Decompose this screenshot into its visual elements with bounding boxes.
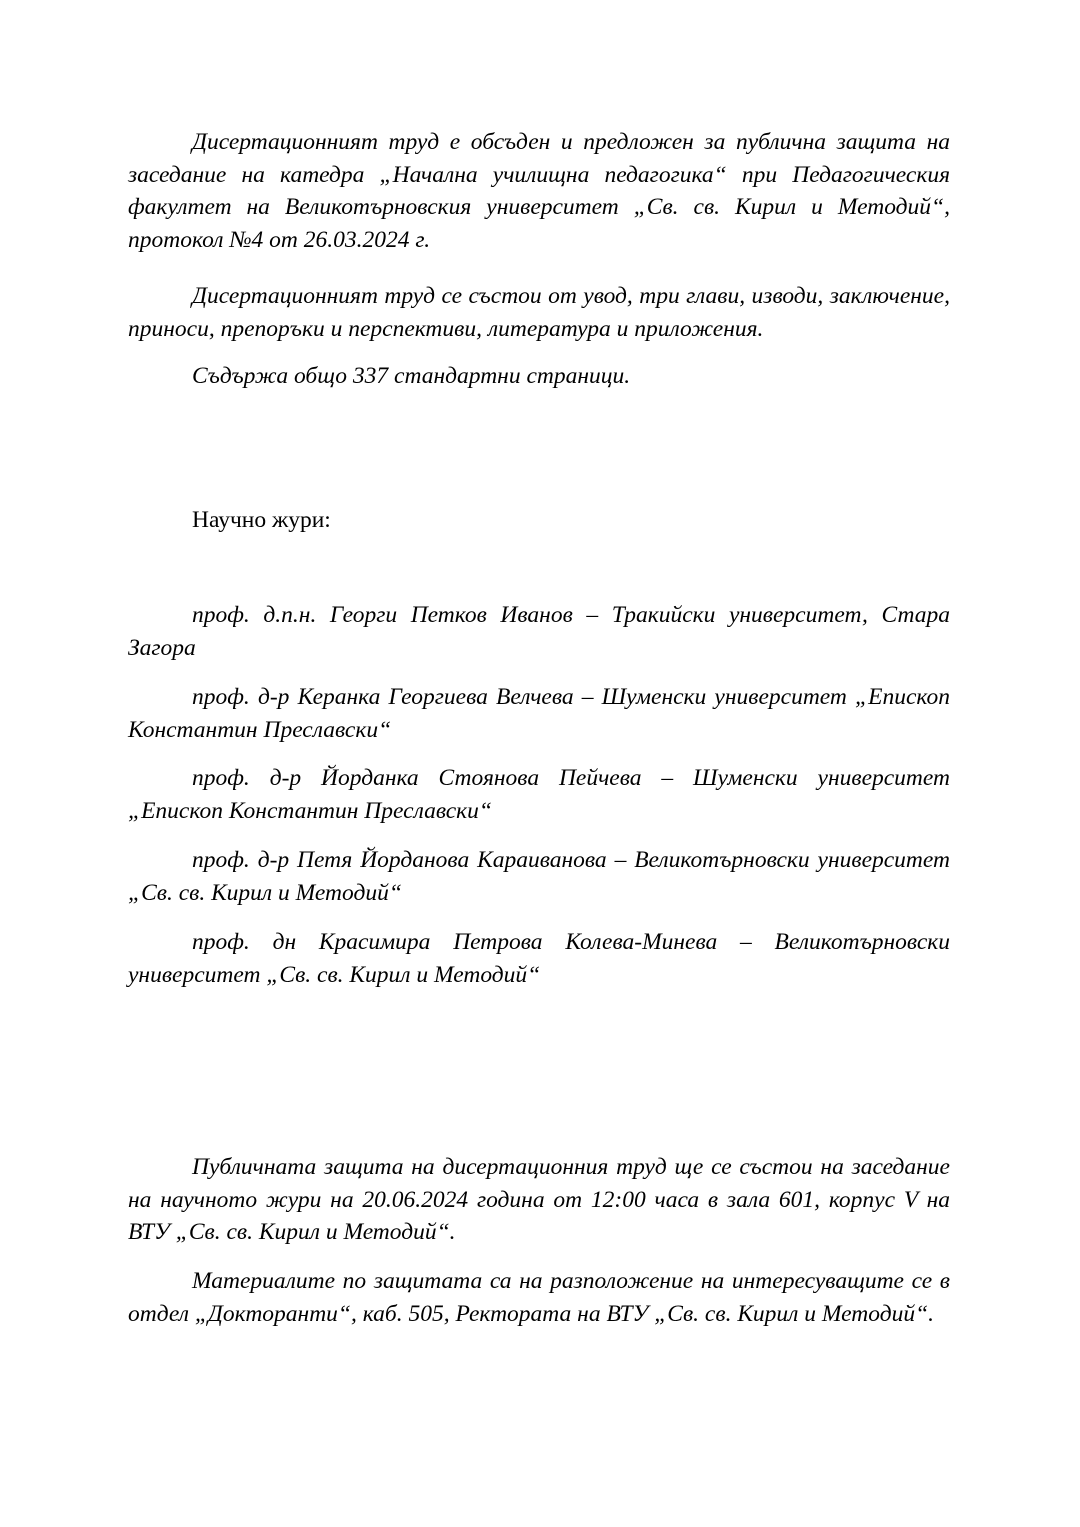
jury-member: проф. дн Красимира Петрова Колева-Минева – Великотърновски университет „Св. св. Кирил и Методий“ bbox=[128, 929, 950, 988]
approval-paragraph: Дисертационният труд е обсъден и предложен за публична защита на заседание на катедра „Начална училищна педагогика“ при Педагогическия факултет на Великотърновския университет „Св. св. Кирил и Методий“, протокол №4 от 26.03.2024 г. bbox=[128, 129, 950, 253]
page-count-paragraph: Съдържа общо 337 стандартни страници. bbox=[192, 363, 631, 389]
defense-session-paragraph: Публичната защита на дисертационния труд ще се състои на заседание на научното жури на 20.06.2024 година от 12:00 часа в зала 601, корпус V на ВТУ „Св. св. Кирил и Методий“. bbox=[128, 1154, 950, 1245]
jury-member: проф. д-р Йорданка Стоянова Пейчева – Шуменски университет „Епископ Константин Преславски“ bbox=[128, 765, 950, 824]
structure-paragraph: Дисертационният труд се състои от увод, три глави, изводи, заключение, приноси, препоръки и перспективи, литература и приложения. bbox=[128, 283, 950, 342]
jury-heading: Научно жури: bbox=[192, 507, 331, 533]
jury-member: проф. д-р Керанка Георгиева Велчева – Шуменски университет „Епископ Константин Преславски“ bbox=[128, 684, 950, 743]
materials-paragraph: Материалите по защитата са на разположение на интересуващите се в отдел „Докторанти“, каб. 505, Ректората на ВТУ „Св. св. Кирил и Методий“. bbox=[128, 1268, 950, 1327]
jury-member: проф. д-р Петя Йорданова Караиванова – Великотърновски университет „Св. св. Кирил и Методий“ bbox=[128, 847, 950, 906]
jury-member: проф. д.п.н. Георги Петков Иванов – Тракийски университет, Стара Загора bbox=[128, 602, 950, 661]
